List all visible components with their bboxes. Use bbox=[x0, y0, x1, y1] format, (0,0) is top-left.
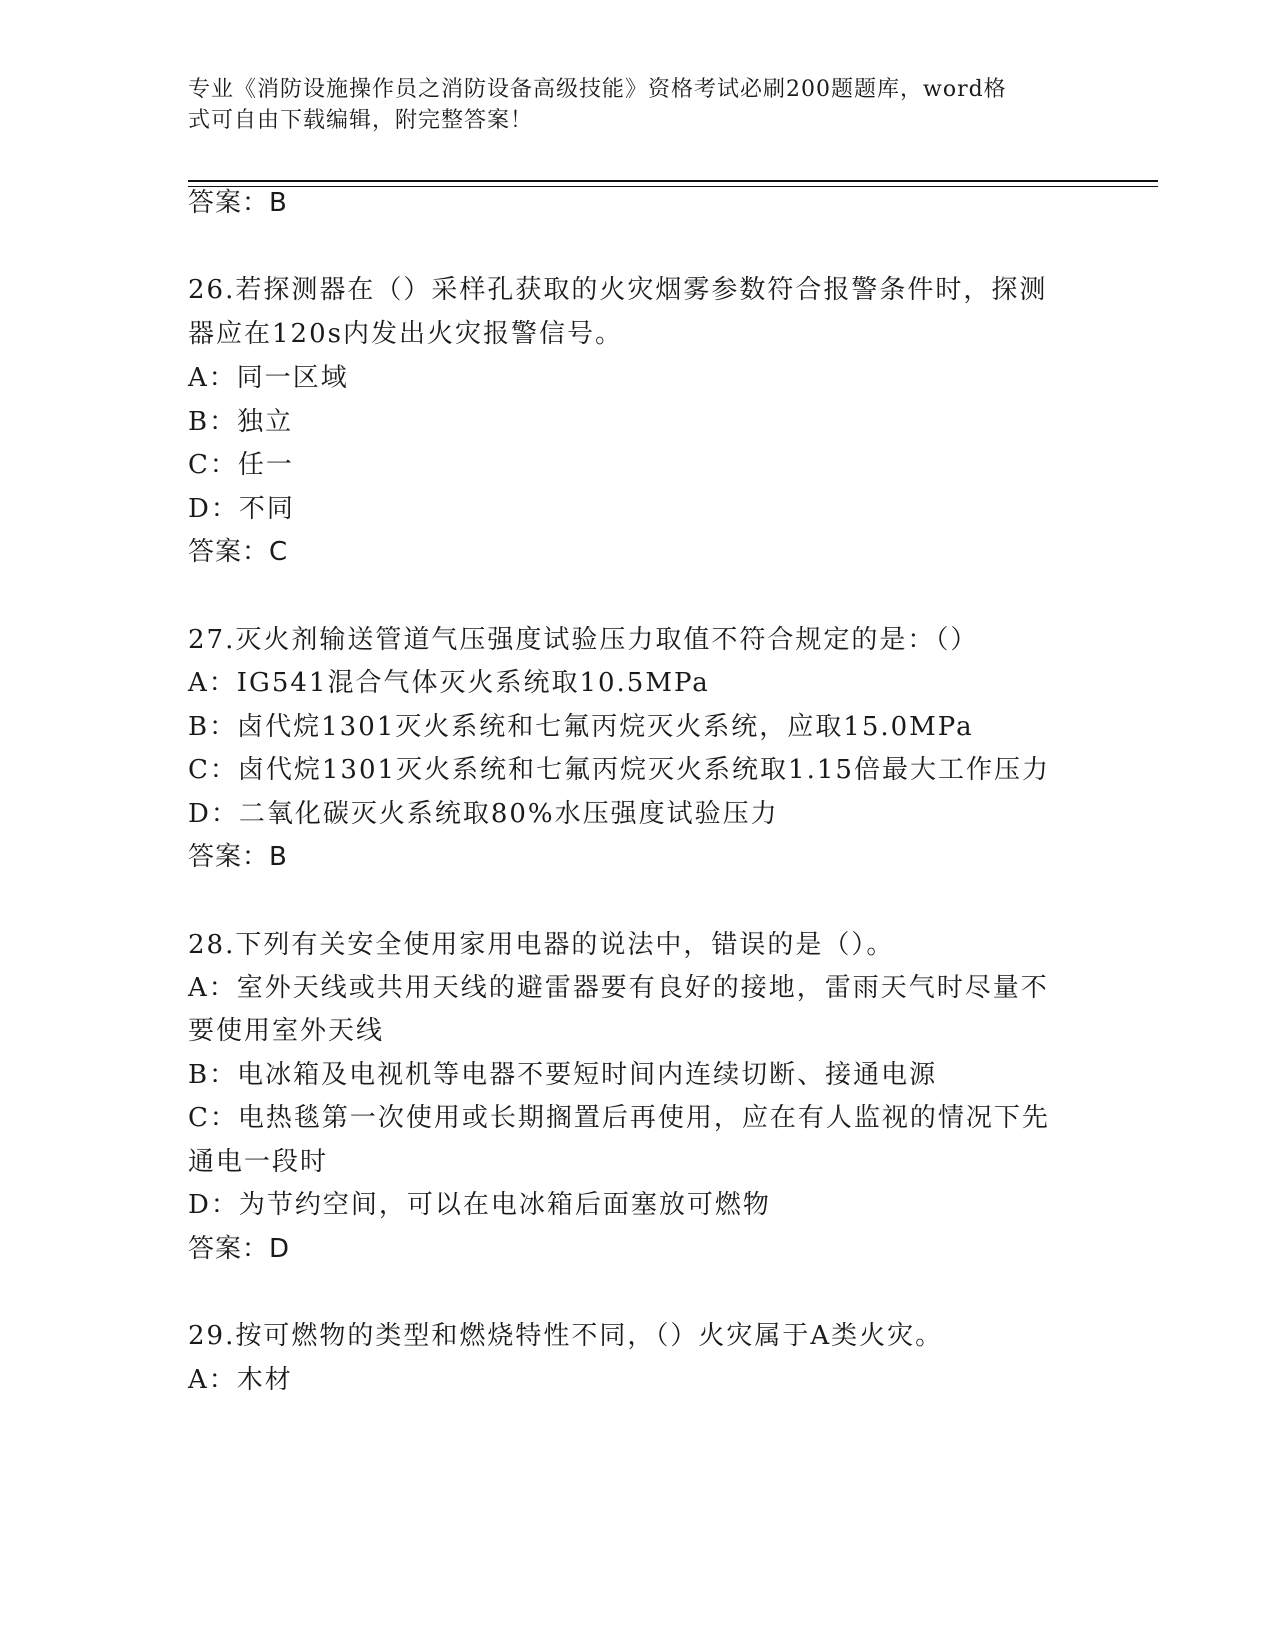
q27-option-a: A：IG541混合气体灭火系统取10.5MPa bbox=[188, 668, 710, 698]
q26-answer: 答案：C bbox=[188, 537, 289, 567]
q27-option-d: D：二氧化碳灭火系统取80%水压强度试验压力 bbox=[188, 799, 779, 829]
q27-option-b: B：卤代烷1301灭火系统和七氟丙烷灭火系统，应取15.0MPa bbox=[188, 712, 974, 742]
q28-option-a-line-1: A：室外天线或共用天线的避雷器要有良好的接地，雷雨天气时尽量不 bbox=[188, 973, 1049, 1003]
q28-option-a-line-2: 要使用室外天线 bbox=[188, 1016, 385, 1046]
q28-stem-line-1: 28.下列有关安全使用家用电器的说法中，错误的是（）。 bbox=[188, 930, 895, 960]
q26-option-c: C：任一 bbox=[188, 450, 294, 480]
q28-option-c-line-1: C：电热毯第一次使用或长期搁置后再使用，应在有人监视的情况下先 bbox=[188, 1103, 1050, 1133]
header-line-1: 专业《消防设施操作员之消防设备高级技能》资格考试必刷200题题库，word格 bbox=[188, 77, 1007, 102]
q26-option-b: B：独立 bbox=[188, 407, 294, 437]
q27-stem-line-1: 27.灭火剂输送管道气压强度试验压力取值不符合规定的是：（） bbox=[188, 625, 979, 655]
q28-answer: 答案：D bbox=[188, 1234, 291, 1264]
q26-stem-line-2: 器应在120s内发出火灾报警信号。 bbox=[188, 319, 623, 349]
header-divider-thick bbox=[188, 180, 1158, 182]
q28-option-d: D：为节约空间，可以在电冰箱后面塞放可燃物 bbox=[188, 1190, 771, 1220]
q26-option-a: A：同一区域 bbox=[188, 363, 349, 393]
q27-answer: 答案：B bbox=[188, 842, 288, 872]
prev-answer: 答案：B bbox=[188, 188, 288, 218]
q28-option-c-line-2: 通电一段时 bbox=[188, 1147, 329, 1177]
q29-option-a: A：木材 bbox=[188, 1365, 293, 1395]
q26-option-d: D：不同 bbox=[188, 494, 295, 524]
q29-stem-line-1: 29.按可燃物的类型和燃烧特性不同，（）火灾属于A类火灾。 bbox=[188, 1321, 944, 1351]
q27-option-c: C：卤代烷1301灭火系统和七氟丙烷灭火系统取1.15倍最大工作压力 bbox=[188, 755, 1050, 785]
header-line-2: 式可自由下载编辑，附完整答案！ bbox=[188, 108, 534, 133]
q26-stem-line-1: 26.若探测器在（）采样孔获取的火灾烟雾参数符合报警条件时，探测 bbox=[188, 275, 1048, 305]
document-header bbox=[188, 74, 1068, 136]
header-divider-thin bbox=[188, 186, 1158, 187]
q28-option-b: B：电冰箱及电视机等电器不要短时间内连续切断、接通电源 bbox=[188, 1060, 938, 1090]
